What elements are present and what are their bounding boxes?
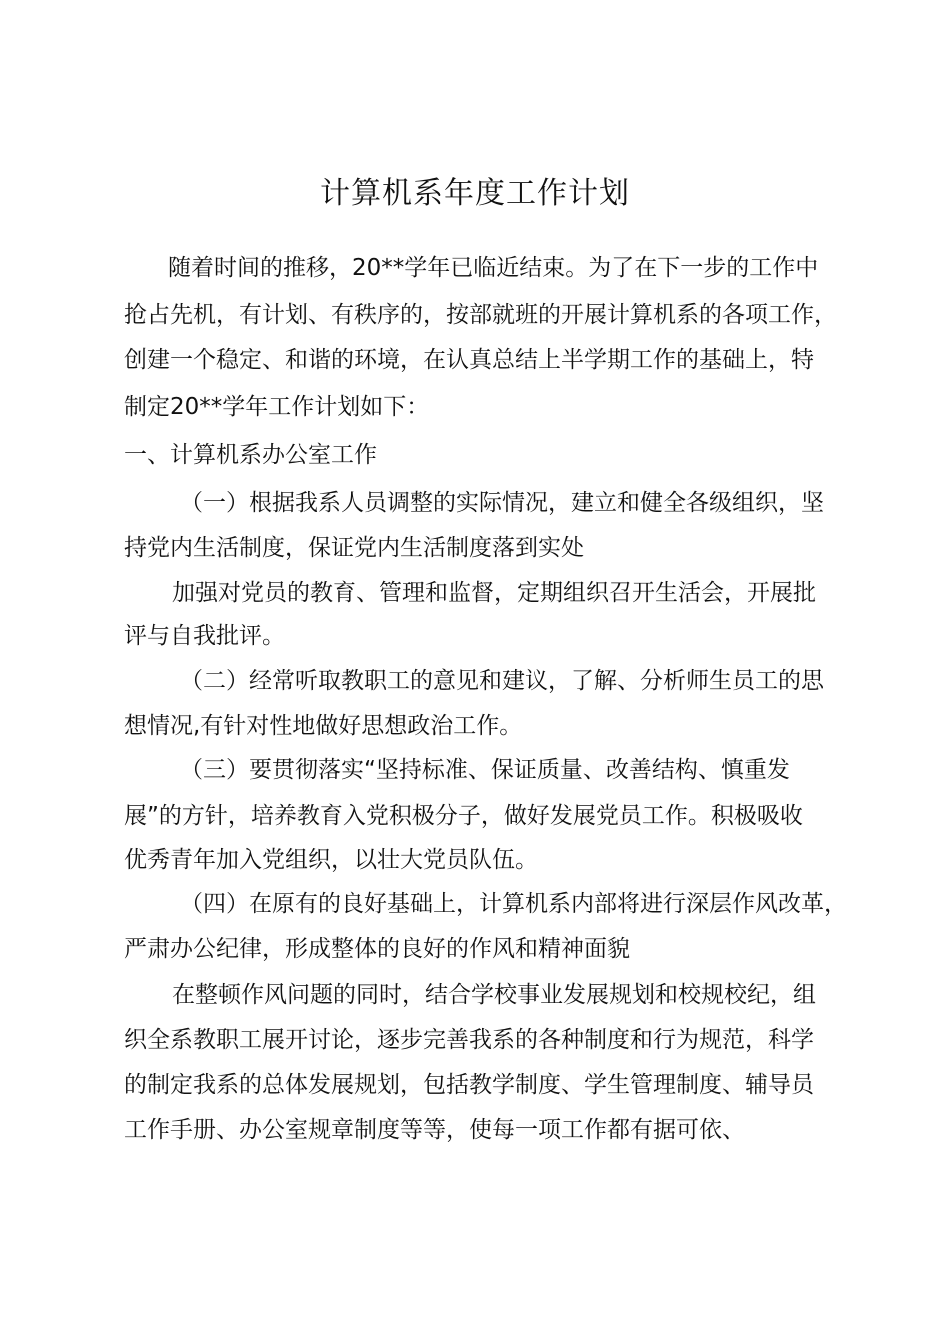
- paragraph-line: 制定20**学年工作计划如下：: [124, 394, 430, 420]
- paragraph-line: 评与自我批评。: [124, 623, 285, 649]
- paragraph-line: 优秀青年加入党组织，以壮大党员队伍。: [124, 847, 538, 873]
- paragraph-line: （四）在原有的良好基础上，计算机系内部将进行深层作风改革，: [180, 891, 847, 917]
- paragraph-line: 的制定我系的总体发展规划，包括教学制度、学生管理制度、辅导员: [124, 1072, 814, 1098]
- paragraph-line: 抢占先机，有计划、有秩序的，按部就班的开展计算机系的各项工作，: [124, 302, 837, 328]
- paragraph-line: （三）要贯彻落实“坚持标准、保证质量、改善结构、慎重发: [180, 757, 790, 783]
- section-heading: 一、计算机系办公室工作: [124, 442, 377, 468]
- paragraph-line: 严肃办公纪律，形成整体的良好的作风和精神面貌: [124, 936, 630, 962]
- paragraph-line: 想情况,有针对性地做好思想政治工作。: [124, 713, 523, 739]
- paragraph-line: 加强对党员的教育、管理和监督，定期组织召开生活会，开展批: [172, 580, 816, 606]
- paragraph-line: 创建一个稳定、和谐的环境，在认真总结上半学期工作的基础上，特: [124, 347, 814, 373]
- paragraph-line: 织全系教职工展开讨论，逐步完善我系的各种制度和行为规范，科学: [124, 1027, 814, 1053]
- paragraph-line: （一）根据我系人员调整的实际情况，建立和健全各级组织，坚: [180, 490, 824, 516]
- paragraph-line: 展”的方针，培养教育入党积极分子，做好发展党员工作。积极吸收: [124, 803, 803, 829]
- document-title: 计算机系年度工作计划: [320, 176, 630, 211]
- paragraph-line: （二）经常听取教职工的意见和建议，了解、分析师生员工的思: [180, 668, 824, 694]
- paragraph-line: 在整顿作风问题的同时，结合学校事业发展规划和校规校纪，组: [172, 982, 816, 1008]
- paragraph-line: 持党内生活制度，保证党内生活制度落到实处: [124, 535, 584, 561]
- paragraph-line: 随着时间的推移，20**学年已临近结束。为了在下一步的工作中: [168, 255, 819, 281]
- paragraph-line: 工作手册、办公室规章制度等等，使每一项工作都有据可依、: [124, 1117, 745, 1143]
